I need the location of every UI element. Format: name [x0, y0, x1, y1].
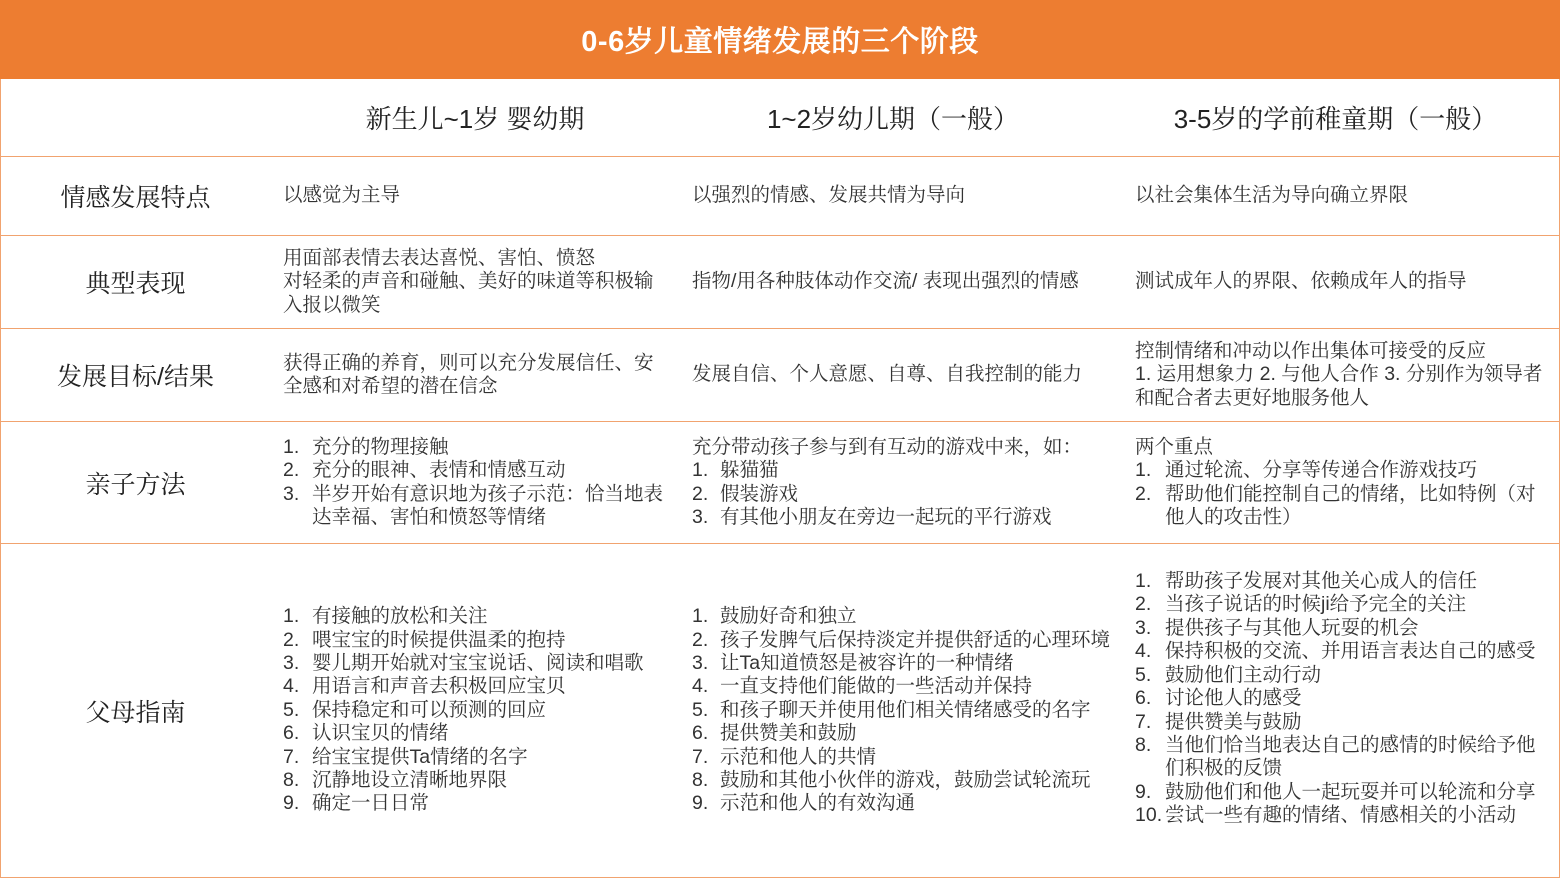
list-number: 6. — [283, 722, 300, 745]
list-text: 充分的眼神、表情和情感互动 — [312, 459, 566, 482]
list-item — [283, 675, 674, 698]
list-number: 1. — [1135, 570, 1152, 593]
slide-title: 0-6岁儿童情绪发展的三个阶段 — [581, 26, 979, 58]
cell-behaviors-toddler — [680, 236, 1122, 328]
list-item — [283, 459, 674, 482]
list-text: 用语言和声音去积极回应宝贝 — [312, 675, 566, 698]
list-number: 3. — [283, 651, 300, 674]
list-item — [692, 699, 1118, 722]
list-text: 认识宝贝的情绪 — [312, 722, 449, 745]
list-number: 7. — [283, 745, 300, 768]
list-number: 4. — [692, 675, 709, 698]
column-header-infancy: 新生儿~1岁 婴幼期 — [365, 104, 585, 134]
list-number: 5. — [1135, 663, 1152, 686]
list-text: 提供赞美与鼓励 — [1165, 710, 1302, 733]
list-number: 4. — [1135, 640, 1152, 663]
cell-parenting-toddler — [680, 422, 1122, 543]
list-item — [283, 436, 674, 459]
list-text: 假装游戏 — [720, 482, 799, 505]
cell-text: 以感觉为主导 — [283, 184, 401, 207]
list-item — [283, 605, 674, 628]
list-number: 6. — [692, 722, 709, 745]
list-item — [283, 769, 674, 792]
list-item — [1135, 781, 1555, 804]
list-text: 通过轮流、分享等传递合作游戏技巧 — [1165, 459, 1478, 482]
cell-features-toddler — [680, 157, 1122, 235]
list-item — [283, 629, 674, 652]
list-item — [1135, 483, 1555, 530]
cell-behaviors-preschool — [1122, 236, 1559, 328]
stages-table — [0, 79, 1560, 878]
cell-paragraph: 控制情绪和冲动以作出集体可接受的反应 — [1135, 339, 1487, 362]
row-label-behaviors: 典型表现 — [85, 270, 186, 298]
list-item — [1135, 734, 1555, 781]
list-text: 鼓励他们和他人一起玩耍并可以轮流和分享 — [1165, 780, 1536, 803]
row-goals — [0, 329, 1560, 422]
list-number: 1. — [1135, 459, 1152, 482]
list-item — [1135, 570, 1555, 593]
list-text: 给宝宝提供Ta情绪的名字 — [312, 745, 528, 768]
list-text: 帮助他们能控制自己的情绪，比如特例（对 他人的攻击性） — [1165, 482, 1536, 528]
cell-text: 指物/用各种肢体动作交流/ 表现出强烈的情感 — [692, 270, 1079, 293]
list-intro: 充分带动孩子参与到有互动的游戏中来，如： — [692, 435, 1083, 458]
list-text: 鼓励他们主动行动 — [1165, 663, 1322, 686]
list-number: 5. — [283, 698, 300, 721]
list-item — [692, 459, 1118, 482]
list-number: 8. — [1135, 733, 1152, 756]
cell-text: 获得正确的养育，则可以充分发展信任、安 全感和对希望的潜在信念 — [283, 351, 654, 397]
cell-features-infancy — [270, 157, 680, 235]
list-text: 当孩子说话的时候ji给予完全的关注 — [1165, 593, 1467, 616]
list-item — [283, 699, 674, 722]
list-number: 8. — [283, 769, 300, 792]
list-item — [1135, 687, 1555, 710]
list-item — [283, 722, 674, 745]
column-header-row — [0, 79, 1560, 157]
cell-text: 发展自信、个人意愿、自尊、自我控制的能力 — [692, 363, 1083, 386]
list-text: 有其他小朋友在旁边一起玩的平行游戏 — [720, 505, 1052, 528]
list-text: 帮助孩子发展对其他关心成人的信任 — [1165, 570, 1478, 593]
list-text: 孩子发脾气后保持淡定并提供舒适的心理环境 — [720, 628, 1111, 651]
row-label-parenting: 亲子方法 — [85, 470, 186, 499]
list-text: 让Ta知道愤怒是被容许的一种情绪 — [720, 651, 1014, 674]
list-text: 保持稳定和可以预测的回应 — [312, 698, 547, 721]
list-number: 2. — [1135, 593, 1152, 616]
cell-parenting-preschool — [1122, 422, 1559, 543]
cell-behaviors-infancy — [270, 236, 680, 328]
list-item — [1135, 593, 1555, 616]
list-number: 7. — [692, 745, 709, 768]
list-number: 1. — [283, 605, 300, 628]
list-number: 2. — [283, 459, 300, 482]
list-number: 1. — [692, 459, 709, 482]
column-header-preschool: 3-5岁的学前稚童期（一般） — [1173, 104, 1498, 134]
cell-paragraph: 用面部表情去表达喜悦、害怕、愤怒 — [283, 246, 596, 269]
cell-parenting-infancy — [270, 422, 680, 543]
list-item — [692, 769, 1118, 792]
list-item — [283, 483, 674, 530]
list-text: 讨论他人的感受 — [1165, 687, 1302, 710]
list-item — [692, 605, 1118, 628]
list-number: 9. — [283, 792, 300, 815]
list-item — [283, 652, 674, 675]
list-text: 和孩子聊天并使用他们相关情绪感受的名字 — [720, 698, 1091, 721]
cell-text: 以社会集体生活为导向确立界限 — [1135, 184, 1409, 207]
list-number: 6. — [1135, 687, 1152, 710]
cell-goals-preschool — [1122, 329, 1559, 421]
list-number: 3. — [1135, 616, 1152, 639]
list-text: 当他们恰当地表达自己的感情的时候给予他 们积极的反馈 — [1165, 733, 1536, 780]
list-text: 示范和他人的共情 — [720, 745, 877, 768]
list-number: 2. — [283, 628, 300, 651]
cell-goals-toddler — [680, 329, 1122, 421]
cell-guide-toddler — [680, 544, 1122, 877]
list-item — [283, 746, 674, 769]
list-item — [692, 483, 1118, 506]
cell-guide-infancy — [270, 544, 680, 877]
list-text: 一直支持他们能做的一些活动并保持 — [720, 675, 1033, 698]
list-item — [692, 652, 1118, 675]
list-number: 3. — [692, 505, 709, 528]
list-item — [1135, 640, 1555, 663]
list-item — [692, 506, 1118, 529]
list-text: 婴儿期开始就对宝宝说话、阅读和唱歌 — [312, 651, 644, 674]
cell-features-preschool — [1122, 157, 1559, 235]
list-text: 示范和他人的有效沟通 — [720, 792, 916, 815]
list-item — [1135, 459, 1555, 482]
list-item — [1135, 617, 1555, 640]
column-header-toddler: 1~2岁幼儿期（一般） — [766, 104, 1020, 134]
list-text: 保持积极的交流、并用语言表达自己的感受 — [1165, 640, 1536, 663]
row-label-guide: 父母指南 — [85, 698, 186, 727]
list-item — [692, 792, 1118, 815]
list-number: 3. — [692, 651, 709, 674]
title-bar — [0, 0, 1560, 79]
list-number: 9. — [1135, 780, 1152, 803]
list-item — [283, 792, 674, 815]
list-item — [692, 629, 1118, 652]
cell-text: 以强烈的情感、发展共情为导向 — [692, 184, 966, 207]
cell-paragraph: 1. 运用想象力 2. 与他人合作 3. 分别作为领导者 和配合者去更好地服务他人 — [1135, 363, 1543, 409]
list-number: 7. — [1135, 710, 1152, 733]
list-text: 提供孩子与其他人玩耍的机会 — [1165, 616, 1419, 639]
list-item — [1135, 804, 1555, 827]
list-number: 4. — [283, 675, 300, 698]
list-intro: 两个重点 — [1135, 435, 1214, 458]
list-item — [1135, 664, 1555, 687]
row-behaviors — [0, 236, 1560, 329]
list-number: 10. — [1135, 804, 1163, 827]
list-number: 3. — [283, 482, 300, 505]
row-label-features: 情感发展特点 — [60, 184, 211, 212]
list-item — [692, 722, 1118, 745]
list-item — [692, 675, 1118, 698]
cell-goals-infancy — [270, 329, 680, 421]
list-number: 1. — [692, 605, 709, 628]
list-number: 2. — [692, 482, 709, 505]
list-number: 9. — [692, 792, 709, 815]
corner-cell — [1, 79, 270, 156]
list-text: 确定一日日常 — [312, 792, 430, 815]
list-text: 有接触的放松和关注 — [312, 605, 488, 628]
list-text: 尝试一些有趣的情绪、情感相关的小活动 — [1165, 804, 1517, 827]
list-number: 2. — [692, 628, 709, 651]
list-text: 躲猫猫 — [720, 459, 779, 482]
list-text: 鼓励和其他小伙伴的游戏，鼓励尝试轮流玩 — [720, 769, 1091, 792]
list-text: 充分的物理接触 — [312, 435, 449, 458]
cell-guide-preschool — [1122, 544, 1559, 877]
list-text: 鼓励好奇和独立 — [720, 605, 857, 628]
cell-text: 测试成年人的界限、依赖成年人的指导 — [1135, 270, 1467, 293]
row-parenting — [0, 422, 1560, 544]
list-text: 提供赞美和鼓励 — [720, 722, 857, 745]
list-number: 1. — [283, 435, 300, 458]
list-number: 8. — [692, 769, 709, 792]
row-guide — [0, 544, 1560, 878]
list-number: 2. — [1135, 482, 1152, 505]
list-item — [692, 746, 1118, 769]
row-features — [0, 157, 1560, 236]
row-label-goals: 发展目标/结果 — [57, 363, 214, 391]
list-text: 沉静地设立清晰地界限 — [312, 769, 508, 792]
cell-paragraph: 对轻柔的声音和碰触、美好的味道等积极输 入报以微笑 — [283, 270, 654, 316]
list-number: 5. — [692, 698, 709, 721]
list-item — [1135, 711, 1555, 734]
list-text: 喂宝宝的时候提供温柔的抱持 — [312, 628, 566, 651]
list-text: 半岁开始有意识地为孩子示范：恰当地表 达幸福、害怕和愤怒等情绪 — [312, 482, 664, 528]
